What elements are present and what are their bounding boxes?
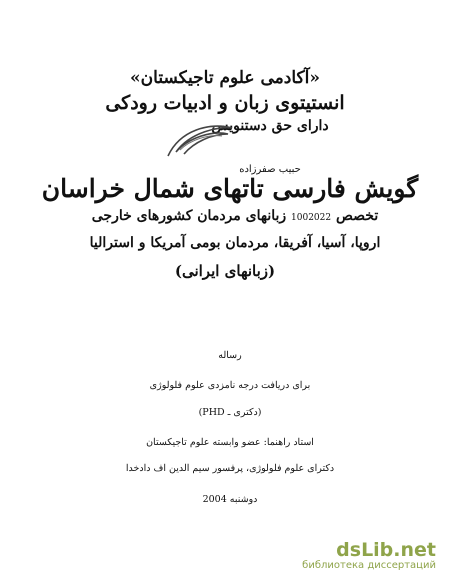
paperclip-icon bbox=[160, 120, 240, 162]
document-title: گویش فارسی تاتهای شمال خراسان bbox=[41, 174, 419, 203]
place-year: دوشنبه 2004 bbox=[202, 494, 258, 505]
languages-line: (زبانهای ایرانی) bbox=[174, 262, 276, 280]
specialty-text: زبانهای مردمان کشورهای خارجی bbox=[91, 208, 287, 224]
advisor-name: دکترای علوم فلولوژی، پرفسور سیم الدین اف دادخدا bbox=[125, 463, 335, 474]
academy-line: «آکادمی علوم تاجیکستان» bbox=[130, 68, 320, 88]
watermark bbox=[302, 540, 436, 572]
degree-line: (دکتری ـ PHD) bbox=[198, 407, 262, 418]
regions-line: اروپا، آسیا، آفریقا، مردمان بومی آمریکا و استرالیا bbox=[89, 235, 381, 251]
institute-line: انستیتوی زبان و ادبیات رودکی bbox=[105, 92, 345, 114]
advisor-line: استاد راهنما: عضو وابسته علوم تاجیکستان bbox=[146, 437, 314, 448]
watermark-brand: dsLib.net bbox=[336, 539, 436, 561]
specialty-line bbox=[55, 208, 415, 224]
degree-purpose: برای دریافت درجه نامزدی علوم فلولوژی bbox=[149, 380, 311, 391]
specialty-code: 1002022 bbox=[291, 213, 332, 223]
watermark-tagline: библиотека диссертаций bbox=[302, 560, 436, 571]
specialty-label: تخصص bbox=[336, 208, 379, 224]
author-name: حبیب صفرزاده bbox=[239, 164, 301, 175]
treatise-label: رساله bbox=[218, 350, 242, 361]
rights-line: دارای حق دستنویس bbox=[211, 118, 329, 134]
